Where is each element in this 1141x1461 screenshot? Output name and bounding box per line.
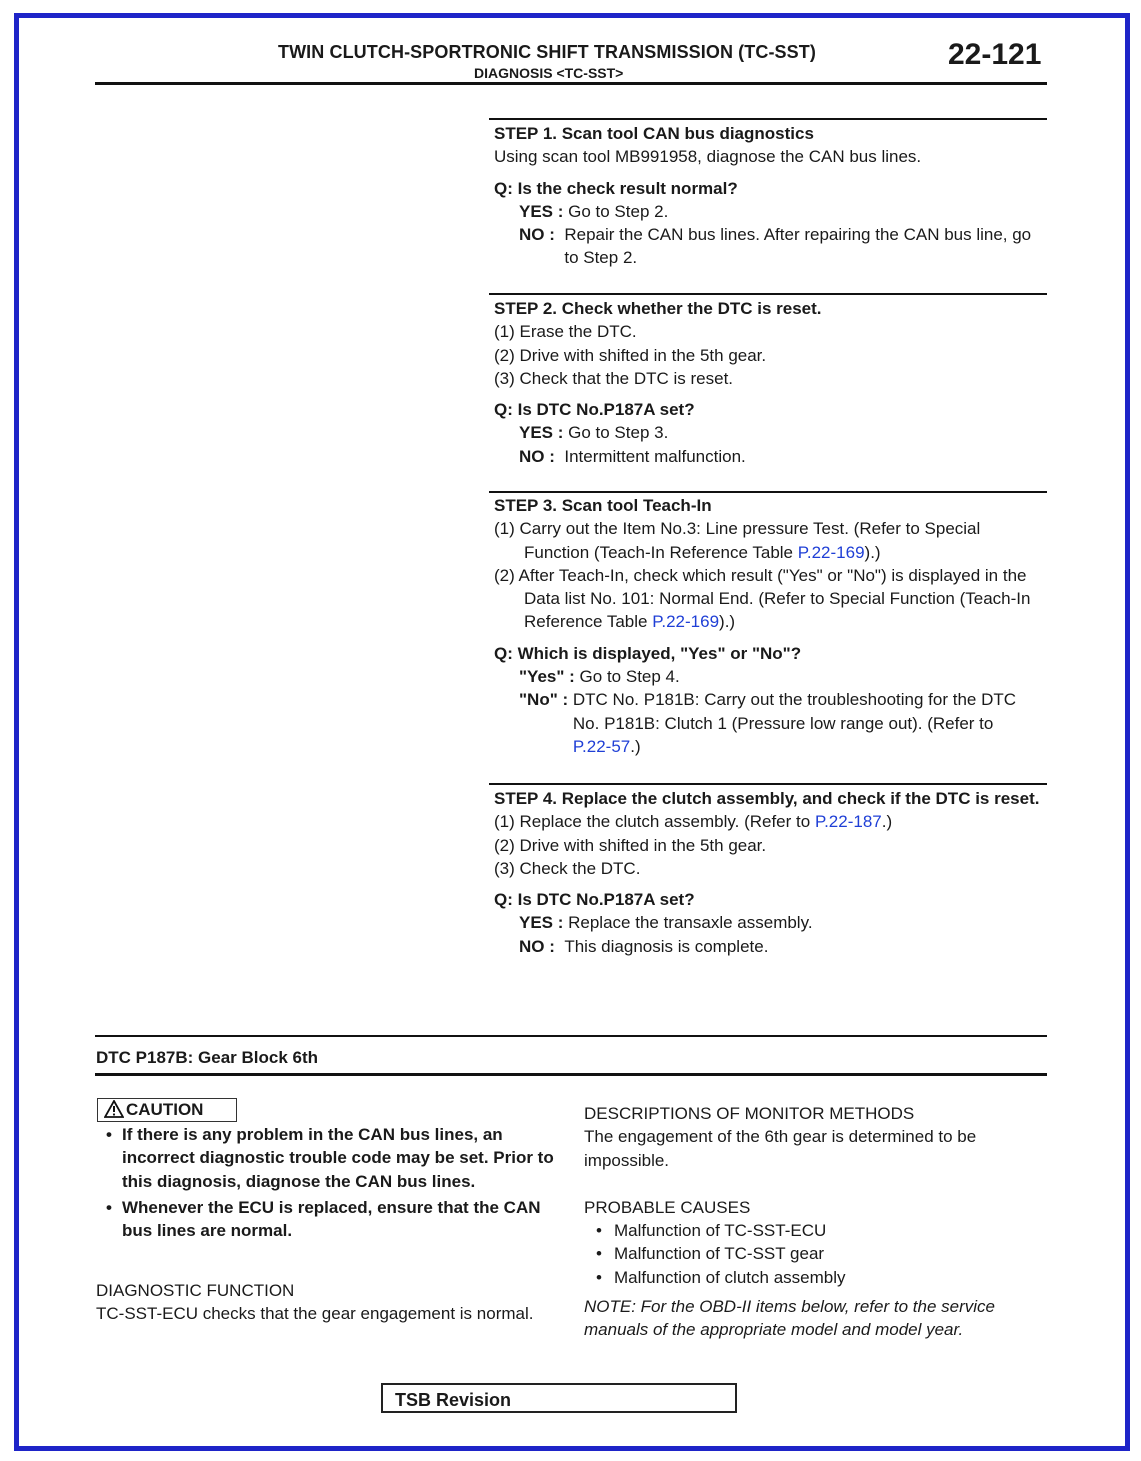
yes-key: YES :	[519, 201, 569, 221]
step4-yes	[494, 911, 1050, 934]
step1-rule	[489, 118, 1047, 120]
step3-question: Q: Which is displayed, "Yes" or "No"?	[494, 643, 802, 663]
step3-rule	[489, 491, 1047, 493]
ref-link-p22-57[interactable]: P.22-57	[572, 736, 631, 756]
yes-key: "Yes" :	[519, 667, 580, 687]
caution-label	[97, 1098, 237, 1122]
step2-question: Q: Is DTC No.P187A set?	[494, 400, 695, 420]
bullet-icon: •	[596, 1221, 602, 1241]
no-text: Intermittent malfunction.	[564, 446, 746, 466]
step4-heading: STEP 4. Replace the clutch assembly, and check if the DTC is reset.	[494, 789, 1040, 808]
step1-heading: STEP 1. Scan tool CAN bus diagnostics	[494, 124, 814, 143]
step2-yes	[494, 421, 1050, 444]
item-text: (1) Carry out the Item No.3: Line pressure Test. (Refer to Special Function (Teach-In Reference Table	[494, 519, 981, 562]
step4-rule	[489, 783, 1047, 785]
yes-key: YES :	[519, 913, 569, 933]
step4-item-1	[494, 810, 1050, 833]
warning-triangle-icon	[104, 1100, 124, 1118]
monitor-methods	[584, 1102, 1049, 1342]
yes-text: Go to Step 2.	[568, 201, 669, 221]
step3-no	[494, 688, 1050, 758]
step2-item: (2) Drive with shifted in the 5th gear.	[494, 345, 767, 365]
bullet-icon: •	[106, 1197, 112, 1217]
step2-heading: STEP 2. Check whether the DTC is reset.	[494, 299, 822, 318]
step1-text: Using scan tool MB991958, diagnose the CAN bus lines.	[494, 147, 922, 167]
diagnostic-function-heading: DIAGNOSTIC FUNCTION	[96, 1281, 295, 1300]
step2-item: (3) Check that the DTC is reset.	[494, 368, 734, 388]
step3-block	[494, 494, 1050, 758]
cause-text: Malfunction of clutch assembly	[614, 1267, 846, 1287]
bullet-icon: •	[596, 1267, 602, 1287]
bullet-text: If there is any problem in the CAN bus lines, an incorrect diagnostic trouble code may be set. Prior to this diagnosis, diagnose the CAN bus lines.	[122, 1125, 554, 1191]
diagnostic-function	[96, 1279, 561, 1326]
step3-heading: STEP 3. Scan tool Teach-In	[494, 496, 712, 515]
step2-block	[494, 297, 1050, 468]
bullet-icon: •	[596, 1244, 602, 1264]
step2-rule	[489, 293, 1047, 295]
no-key: NO :	[519, 225, 565, 245]
monitor-text: The engagement of the 6th gear is determined to be impossible.	[584, 1127, 977, 1170]
monitor-heading: DESCRIPTIONS OF MONITOR METHODS	[584, 1104, 915, 1123]
caution-text: CAUTION	[126, 1100, 204, 1119]
obd-note: NOTE: For the OBD-II items below, refer to the service manuals of the appropriate model and model year.	[584, 1297, 995, 1340]
step1-block	[494, 122, 1050, 270]
dtc-top-rule	[95, 1035, 1047, 1037]
diagnostic-function-text: TC-SST-ECU checks that the gear engagement is normal.	[96, 1304, 534, 1324]
yes-text: Go to Step 4.	[579, 667, 680, 687]
no-text-part: DTC No. P181B: Carry out the troubleshooting for the DTC No. P181B: Clutch 1 (Pressure low range out). (Refer to	[572, 690, 1017, 733]
step1-yes	[494, 200, 1050, 223]
dtc-bottom-rule	[95, 1073, 1047, 1076]
step4-question: Q: Is DTC No.P187A set?	[494, 890, 695, 910]
step1-question: Q: Is the check result normal?	[494, 178, 738, 198]
step2-item: (1) Erase the DTC.	[494, 322, 637, 342]
yes-text: Replace the transaxle assembly.	[568, 913, 813, 933]
caution-bullet	[96, 1123, 561, 1193]
step2-no	[494, 445, 1050, 468]
no-key: NO :	[519, 446, 565, 466]
cause-item	[584, 1266, 1049, 1289]
item-text: (1) Replace the clutch assembly. (Refer to	[494, 812, 815, 832]
header-title: TWIN CLUTCH-SPORTRONIC SHIFT TRANSMISSION (TC-SST)	[278, 42, 816, 62]
cause-text: Malfunction of TC-SST-ECU	[614, 1221, 827, 1241]
step4-block	[494, 787, 1050, 958]
ref-link-p22-169[interactable]: P.22-169	[797, 542, 865, 562]
step3-yes	[494, 665, 1050, 688]
step4-no	[494, 935, 1050, 958]
cause-text: Malfunction of TC-SST gear	[614, 1244, 825, 1264]
cause-item	[584, 1219, 1049, 1242]
header-rule	[95, 82, 1047, 85]
tsb-revision-box: TSB Revision	[381, 1383, 737, 1413]
yes-key: YES :	[519, 423, 569, 443]
step4-item-2: (2) Drive with shifted in the 5th gear.	[494, 835, 767, 855]
bullet-text: Whenever the ECU is replaced, ensure that the CAN bus lines are normal.	[122, 1197, 541, 1241]
step3-item-2	[494, 564, 1050, 634]
ref-link-p22-169[interactable]: P.22-169	[652, 612, 720, 632]
cause-item	[584, 1242, 1049, 1265]
causes-heading: PROBABLE CAUSES	[584, 1197, 751, 1217]
dtc-title: DTC P187B: Gear Block 6th	[96, 1048, 319, 1067]
step4-item-3: (3) Check the DTC.	[494, 858, 641, 878]
item-text: (2) After Teach-In, check which result ("Yes" or "No") is displayed in the Data list No. 101: Normal End. (Refer to Special Function (Teach-In Reference Table	[494, 565, 1031, 632]
no-text-part: .)	[630, 736, 641, 756]
step1-no	[494, 223, 1050, 270]
item-text: ).)	[719, 612, 736, 632]
step3-item-1	[494, 517, 1050, 564]
page-number: 22-121	[948, 38, 1042, 71]
ref-link-p22-187[interactable]: P.22-187	[814, 812, 882, 832]
yes-text: Go to Step 3.	[568, 423, 669, 443]
no-key: "No" :	[519, 690, 573, 710]
no-text: This diagnosis is complete.	[564, 936, 769, 956]
no-text: Repair the CAN bus lines. After repairing the CAN bus line, go to Step 2.	[564, 225, 1032, 268]
no-key: NO :	[519, 936, 565, 956]
no-text	[573, 688, 1050, 758]
caution-list	[96, 1123, 561, 1242]
caution-bullet	[96, 1196, 561, 1243]
item-text: ).)	[864, 542, 881, 562]
item-text: .)	[881, 812, 893, 832]
bullet-icon: •	[106, 1125, 112, 1144]
header-subtitle: DIAGNOSIS <TC-SST>	[474, 65, 624, 81]
